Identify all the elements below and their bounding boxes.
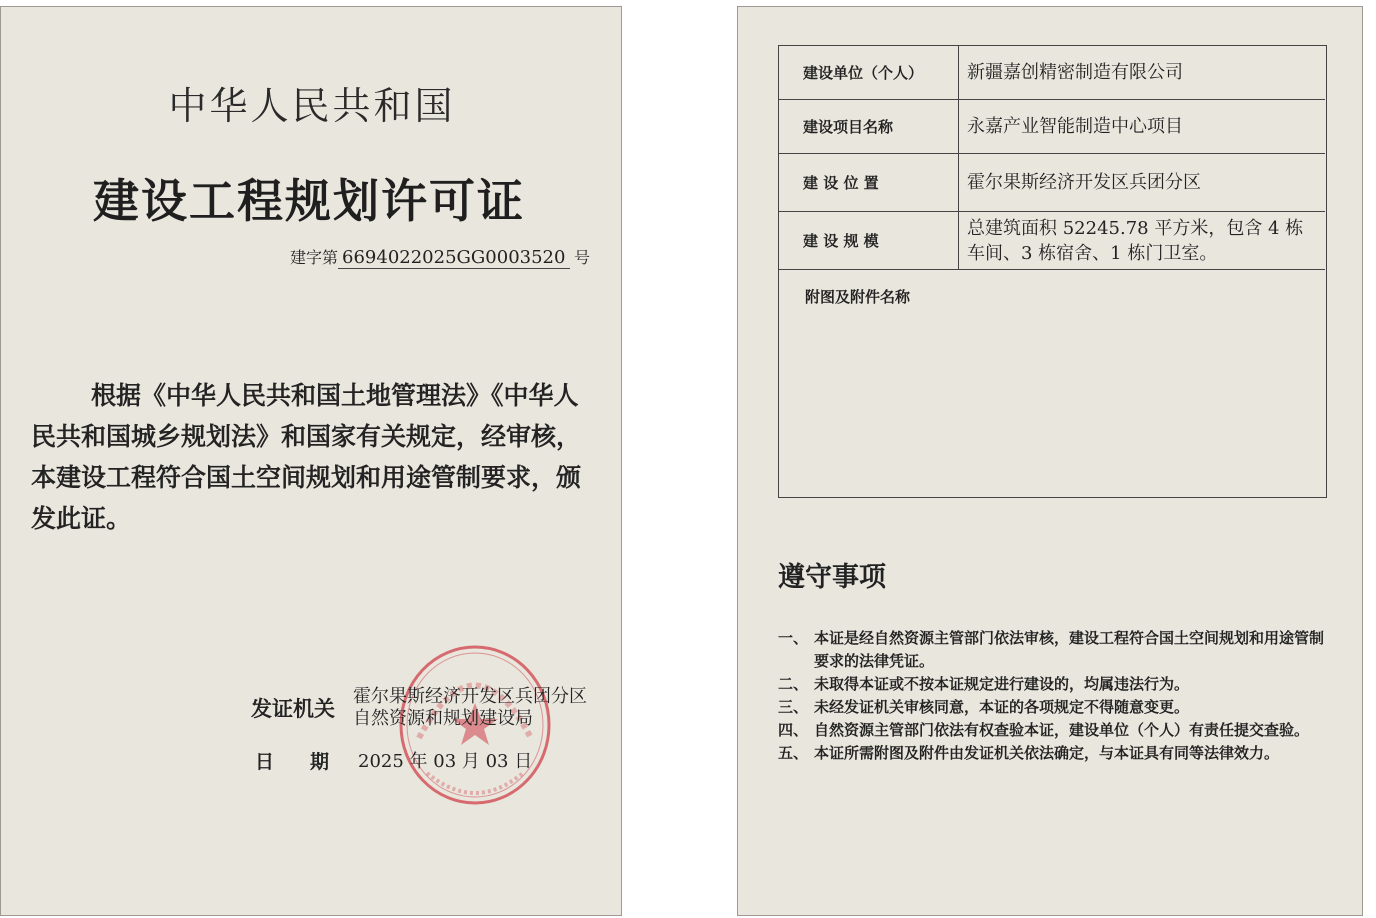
rule-text: 未经发证机关审核同意，本证的各项规定不得随意变更。: [814, 698, 1190, 716]
table-row-location: [779, 154, 1325, 212]
project-name-value: 永嘉产业智能制造中心项目: [967, 116, 1183, 137]
rule-number: 一、: [778, 629, 809, 647]
rule-number: 二、: [778, 675, 809, 693]
certificate-left-page: [0, 6, 622, 916]
permit-number-suffix: 号: [574, 248, 591, 267]
permit-number-prefix: 建字第: [290, 248, 339, 267]
rule-text: 本证所需附图及附件由发证机关依法确定，与本证具有同等法律效力。: [814, 744, 1280, 762]
country-title: 中华人民共和国: [168, 84, 456, 128]
rule-number: 三、: [778, 698, 809, 716]
rules-list: [778, 627, 1338, 765]
location-value: 霍尔果斯经济开发区兵团分区: [967, 172, 1201, 193]
scale-label: 建 设 规 模: [779, 212, 959, 269]
project-info-table: [778, 45, 1327, 498]
table-row-scale: [779, 212, 1325, 270]
date-label-char-1: 日: [255, 751, 275, 773]
rule-text: 未取得本证或不按本证规定进行建设的，均属违法行为。: [814, 675, 1190, 693]
location-label: 建 设 位 置: [779, 154, 959, 211]
table-row-construction-unit: [779, 46, 1325, 100]
list-item: [778, 627, 1338, 673]
issuer-name-line-1: 霍尔果斯经济开发区兵团分区: [353, 686, 587, 707]
document-title: 建设工程规划许可证: [93, 174, 525, 228]
date-label-char-2: 期: [310, 751, 330, 773]
rules-heading: 遵守事项: [778, 562, 886, 593]
attachments-label: 附图及附件名称: [805, 288, 911, 306]
rule-text: 自然资源主管部门依法有权查验本证，建设单位（个人）有责任提交查验。: [814, 721, 1310, 739]
issuer-name-line-2: 自然资源和规划建设局: [353, 708, 533, 729]
list-item: [778, 719, 1338, 742]
construction-unit-value: 新疆嘉创精密制造有限公司: [967, 62, 1183, 83]
scale-value: 总建筑面积 52245.78 平方米，包含 4 栋车间、3 栋宿舍、1 栋门卫室。: [967, 217, 1304, 264]
rule-number: 四、: [778, 721, 809, 739]
list-item: [778, 696, 1338, 719]
issuer-label: 发证机关: [251, 697, 335, 721]
date-label: [255, 747, 329, 774]
list-item: [778, 673, 1338, 696]
certificate-right-page: [737, 6, 1363, 916]
certificate-body-text: 根据《中华人民共和国土地管理法》《中华人民共和国城乡规划法》和国家有关规定，经审核，本建设工程符合国土空间规划和用途管制要求，颁发此证。: [31, 381, 582, 533]
list-item: [778, 742, 1338, 765]
rule-text: 本证是经自然资源主管部门依法审核，建设工程符合国土空间规划和用途管制要求的法律凭证。: [814, 629, 1325, 670]
project-name-label: 建设项目名称: [779, 100, 959, 153]
issue-date: 2025 年 03 月 03 日: [358, 751, 533, 772]
rule-number: 五、: [778, 744, 809, 762]
issuer-name: [353, 686, 587, 730]
table-row-project-name: [779, 100, 1325, 154]
permit-number: 6694022025GG0003520: [338, 247, 570, 269]
permit-number-row: [290, 245, 590, 269]
construction-unit-label: 建设单位（个人）: [779, 46, 959, 99]
